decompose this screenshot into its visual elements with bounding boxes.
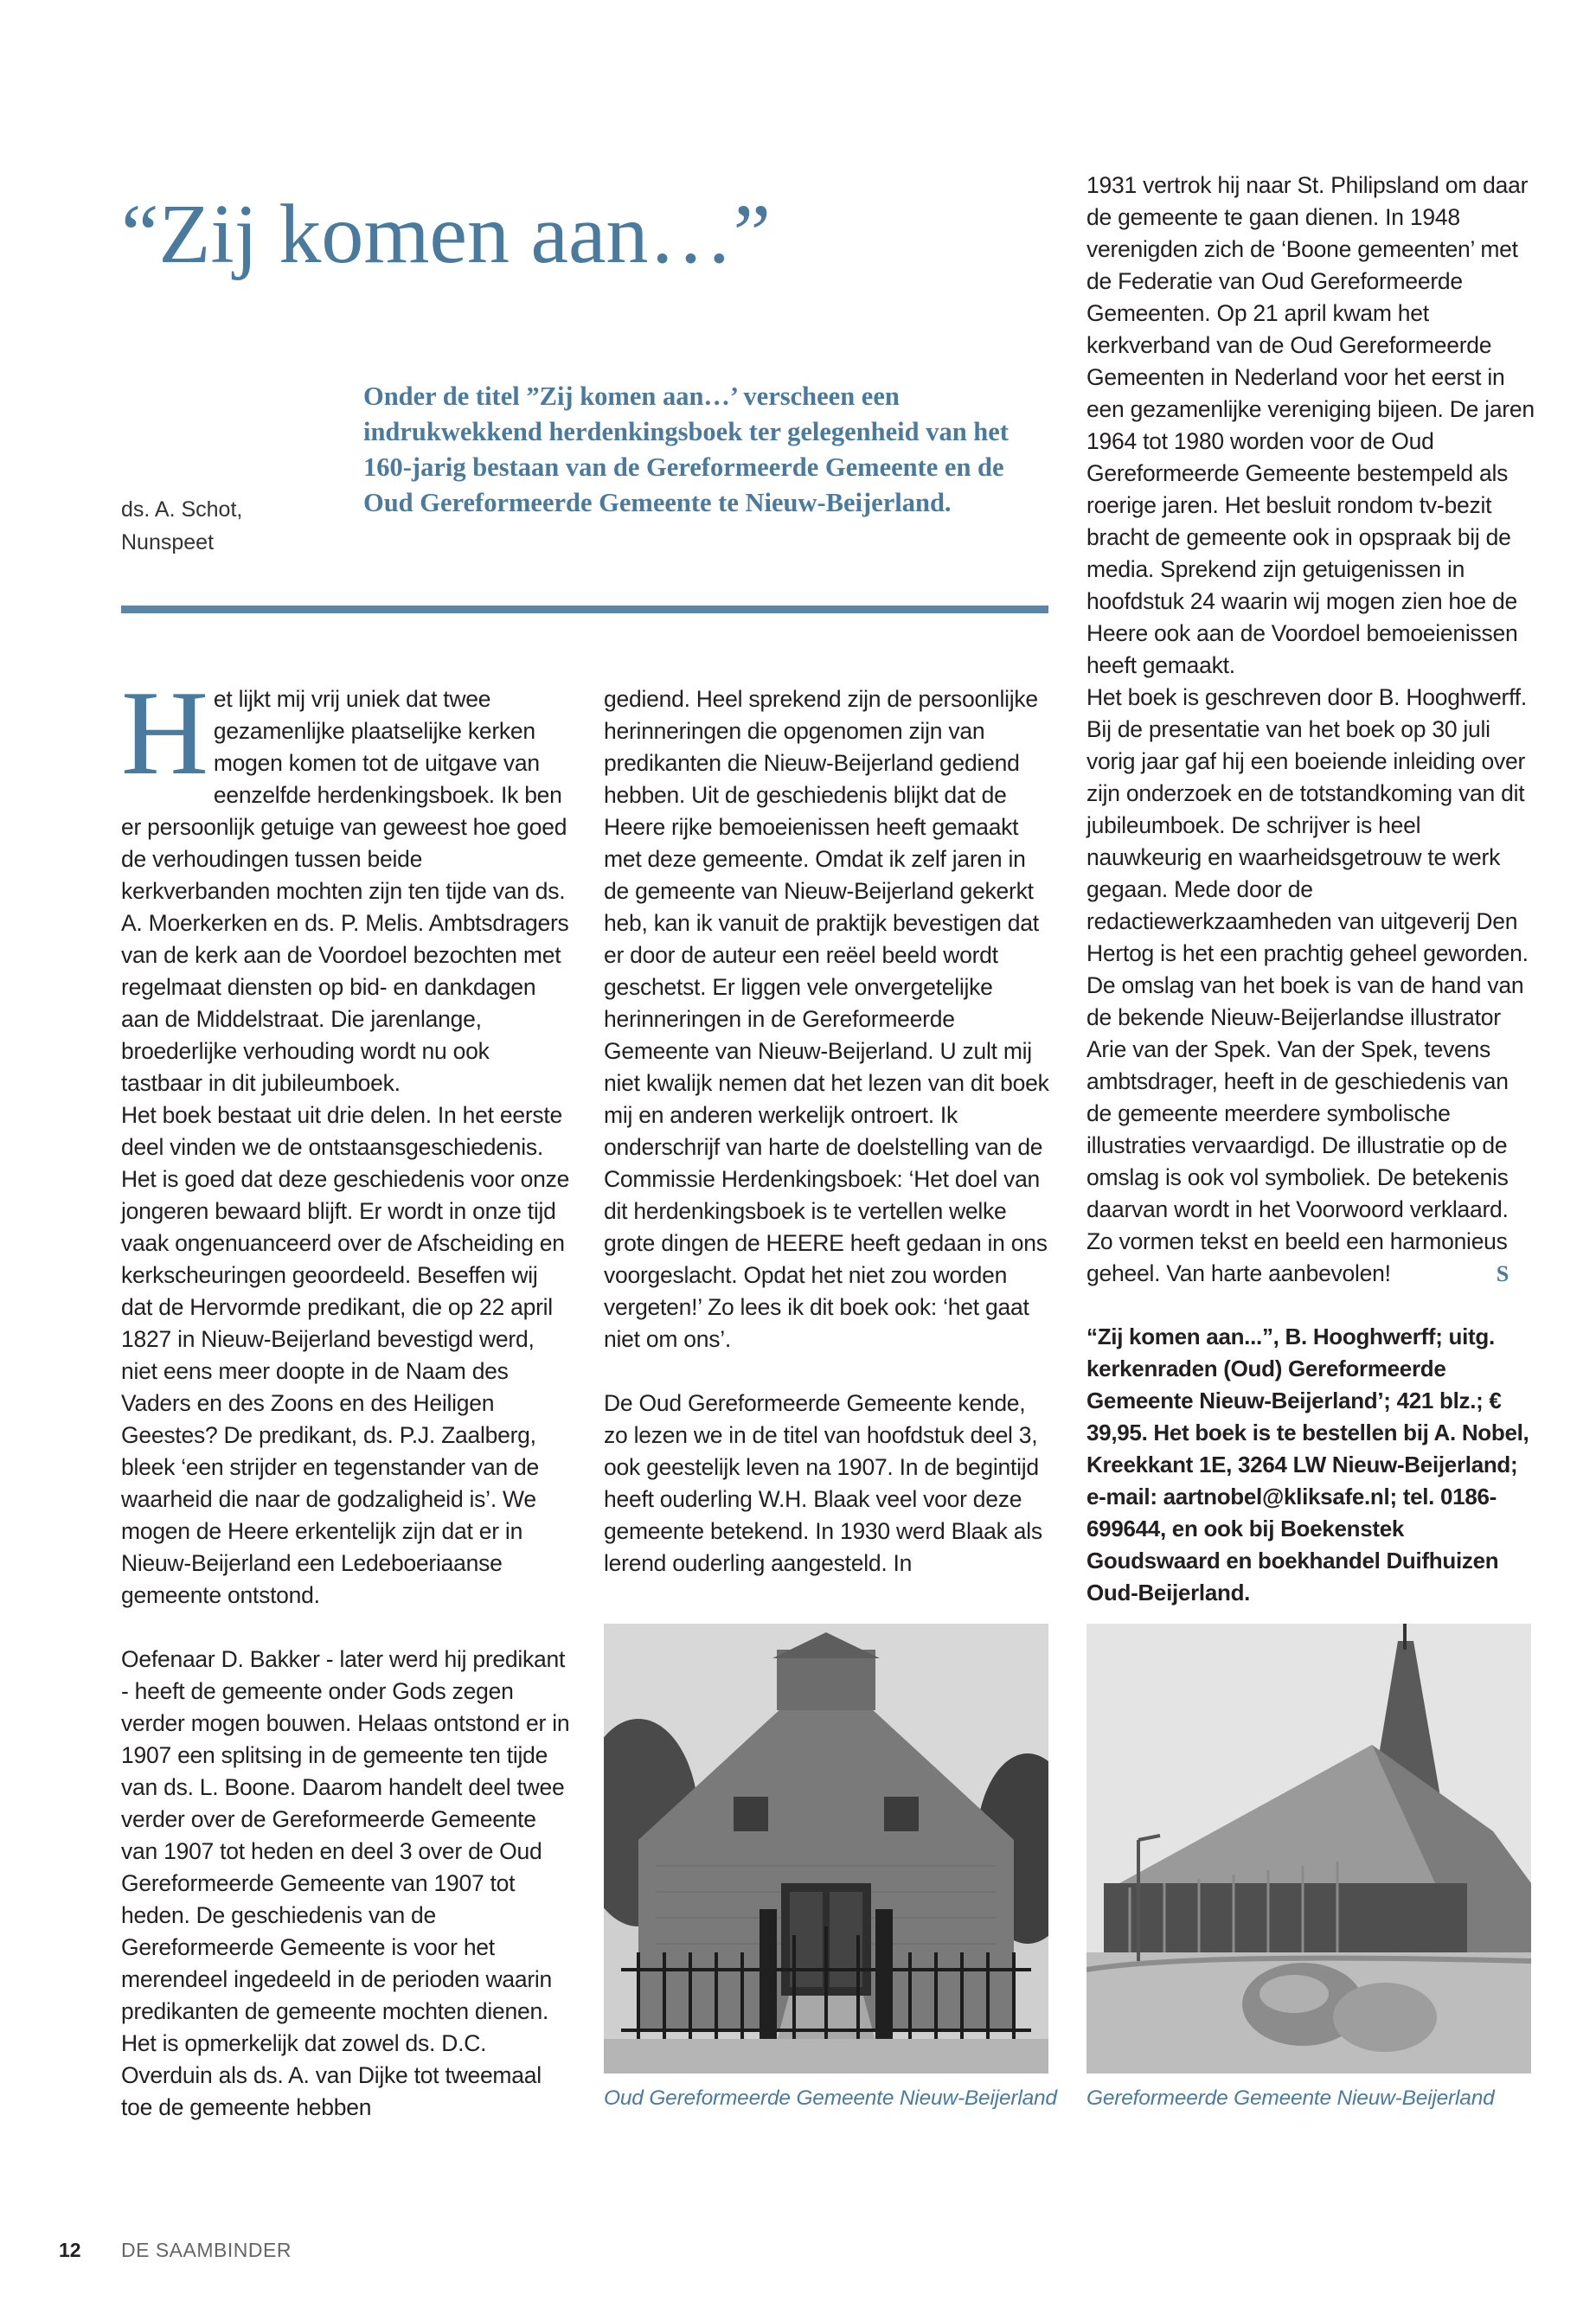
photo-oud-gereformeerde-church [604, 1624, 1048, 2073]
book-info: “Zij komen aan...”, B. Hooghwerff; uitg. kerkenraden (Oud) Gereformeerde Gemeente Nieuw-Beijerland’; 421 blz.; € 39,95. Het boek is te bestellen bij A. Nobel, Kreekkant 1E, 3264 LW Nieuw-Beijerland; e-mail: aartnobel@kliksafe.nl; tel. 0186-699644, en ook bij Boekenstek Goudswaard en boekhandel Duifhuizen Oud-Beijerland. [1086, 1324, 1529, 1606]
paragraph: et lijkt mij vrij uniek dat twee gezamenlijke plaatselijke kerken mogen komen tot de uitgave van eenzelfde herdenkingsboek. Ik ben er persoonlijk getuige van geweest hoe goed de verhoudingen tussen beide kerkverbanden mochten zijn ten tijde van ds. A. Moerkerken en ds. P. Melis. Ambtsdragers van de kerk aan de Voordoel bezochten met regelmaat diensten op bid- en dankdagen aan de Middelstraat. Die jarenlange, broederlijke verhouding wordt nu ook tastbaar in dit jubileumboek. [121, 686, 569, 1096]
photo-caption-left: Oud Gereformeerde Gemeente Nieuw-Beijerland [604, 2086, 1057, 2110]
drop-cap: H [121, 666, 208, 800]
paragraph: Het boek bestaat uit drie delen. In het eerste deel vinden we de ontstaansgeschiedenis. Het is goed dat deze geschiedenis voor onze jongeren bewaard blijft. Er wordt in onze tijd vaak ongenuanceerd over de Afscheiding en kerkscheuringen geoordeeld. Beseffen wij dat de Hervormde predikant, die op 22 april 1827 in Nieuw-Beijerland bevestigd werd, niet eens meer doopte in de Naam des Vaders en des Zoons en des Heiligen Geestes? De predikant, ds. P.J. Zaalberg, bleek ‘een strijder en tegenstander van de waarheid die naar de godzaligheid is’. We mogen de Heere erkentelijk zijn dat er in Nieuw-Beijerland een Ledeboeriaanse gemeente ontstond. [121, 1102, 570, 1608]
header-divider [121, 606, 1048, 613]
text-column-middle [604, 683, 1054, 1580]
paragraph [1086, 682, 1536, 1290]
article-intro: Onder de titel ”Zij komen aan…’ verscheen een indrukwekkend herdenkingsboek ter gelegenheid van het 160-jarig bestaan van de Gereformeerde Gemeente en de Oud Gereformeerde Gemeente te Nieuw-Beijerland. [363, 381, 1009, 517]
photo-caption-right: Gereformeerde Gemeente Nieuw-Beijerland [1086, 2086, 1495, 2110]
page-number: 12 [59, 2239, 81, 2261]
end-of-article-mark: S [1496, 1261, 1509, 1286]
author-place: Nunspeet [121, 530, 215, 554]
photo-gereformeerde-church [1086, 1624, 1531, 2073]
paragraph: gediend. Heel sprekend zijn de persoonlijke herinneringen die opgenomen zijn van predikanten die Nieuw-Beijerland gediend hebben. Uit de geschiedenis blijkt dat de Heere rijke bemoeienissen heeft gemaakt met deze gemeente. Omdat ik zelf jaren in de gemeente van Nieuw-Beijerland gekerkt heb, kan ik vanuit de praktijk bevestigen dat er door de auteur een reëel beeld wordt geschetst. Er liggen vele onvergetelijke herinneringen in de Gereformeerde Gemeente van Nieuw-Beijerland. U zult mij niet kwalijk nemen dat het lezen van dit boek mij en anderen werkelijk ontroert. Ik onderschrijf van harte de doelstelling van de Commissie Herdenkingsboek: ‘Het doel van dit herdenkingsboek is te vertellen welke grote dingen de HEERE heeft gedaan in ons voorgeslacht. Opdat het niet zou worden vergeten!’ Zo lees ik dit boek ook: ‘het gaat niet om ons’. [604, 686, 1049, 1352]
magazine-name: DE SAAMBINDER [121, 2239, 292, 2261]
church-photo-illustration [604, 1624, 1048, 2073]
paragraph-text: Het boek is geschreven door B. Hooghwerff. Bij de presentatie van het boek op 30 juli vorig jaar gaf hij een boeiende inleiding over zijn onderzoek en de totstandkoming van dit jubileumboek. De schrijver is heel nauwkeurig en waarheidsgetrouw te werk gegaan. Mede door de redactiewerkzaamheden van uitgeverij Den Hertog is het een prachtig geheel geworden. De omslag van het boek is van de hand van de bekende Nieuw-Beijerlandse illustrator Arie van der Spek. Van der Spek, tevens ambtsdrager, heeft in de geschiedenis van de gemeente meerdere symbolische illustraties vervaardigd. De illustratie op de omslag is ook vol symboliek. De betekenis daarvan wordt in het Voorwoord verklaard. Zo vormen tekst en beeld een harmonieus geheel. Van harte aanbevolen! [1086, 684, 1529, 1286]
paragraph: Oefenaar D. Bakker - later werd hij predikant - heeft de gemeente onder Gods zegen verder mogen bouwen. Helaas ontstond er in 1907 een splitsing in de gemeente ten tijde van ds. L. Boone. Daarom handelt deel twee verder over de Gereformeerde Gemeente van 1907 tot heden en deel 3 over de Oud Gereformeerde Gemeente van 1907 tot heden. De geschiedenis van de Gereformeerde Gemeente is voor het merendeel ingedeeld in de perioden waarin predikanten de gemeente mochten dienen. Het is opmerkelijk dat zowel ds. D.C. Overduin als ds. A. van Dijke tot tweemaal toe de gemeente hebben [121, 1646, 570, 2120]
modern-church-photo-illustration [1086, 1624, 1531, 2073]
text-column-left [121, 666, 571, 2124]
paragraph: De Oud Gereformeerde Gemeente kende, zo lezen we in de titel van hoofdstuk deel 3, ook geestelijk leven na 1907. In de begintijd heeft ouderling W.H. Blaak veel voor deze gemeente betekend. In 1930 werd Blaak als lerend ouderling aangesteld. In [604, 1390, 1042, 1576]
author-name: ds. A. Schot, [121, 497, 243, 522]
article-title: “Zij komen aan…” [121, 188, 772, 281]
text-column-right [1086, 170, 1536, 1290]
author-byline [121, 493, 337, 559]
paragraph: 1931 vertrok hij naar St. Philipsland om daar de gemeente te gaan dienen. In 1948 verenigden zich de ‘Boone gemeenten’ met de Federatie van Oud Gereformeerde Gemeenten. Op 21 april kwam het kerkverband van de Oud Gereformeerde Gemeenten in Nederland voor het eerst in een gezamenlijke vereniging bijeen. De jaren 1964 tot 1980 worden voor de Oud Gereformeerde Gemeente bestempeld als roerige jaren. Het besluit rondom tv-bezit bracht de gemeente ook in opspraak bij de media. Sprekend zijn getuigenissen in hoofdstuk 24 waarin wij mogen zien hoe de Heere ook aan de Voordoel bemoeienissen heeft gemaakt. [1086, 172, 1535, 678]
